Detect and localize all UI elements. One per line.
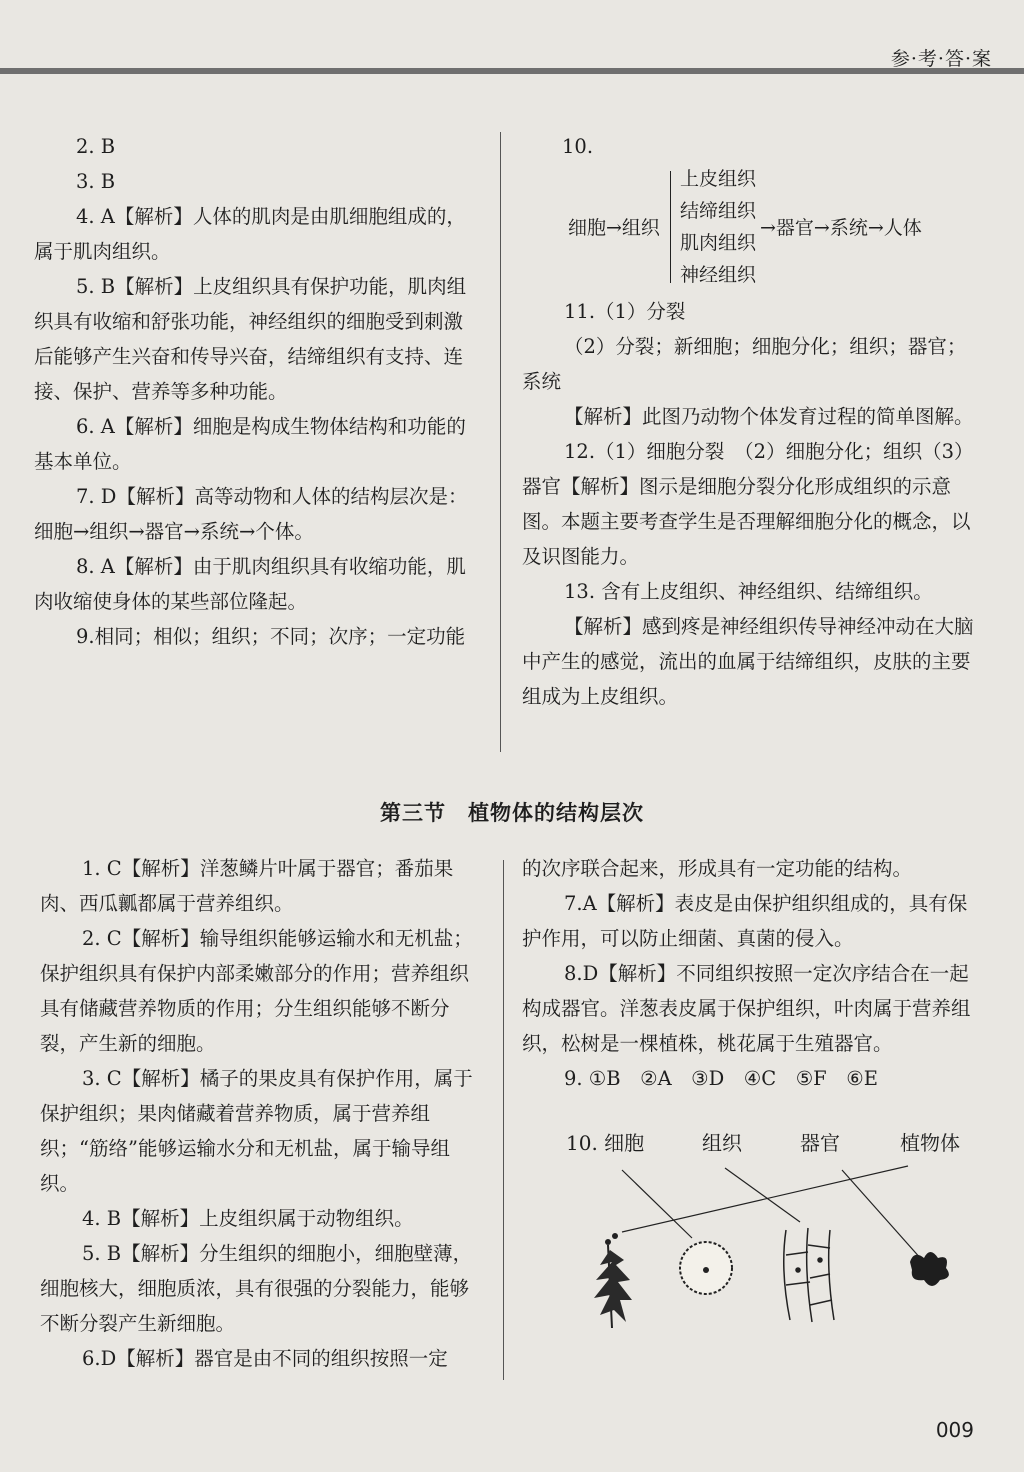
section-title: 第三节 植物体的结构层次 [380,801,644,825]
top-right-column [522,294,974,714]
matching-lines [622,1166,922,1260]
answer-5: 5. B【解析】上皮组织具有保护功能，肌肉组织具有收缩和舒张功能，神经组织的细胞受到刺激后能够产生兴奋和传导兴奋，结缔组织有支持、连接、保护、营养等多种功能。 [34,275,467,403]
answer-4: 4. B【解析】上皮组织属于动物组织。 [82,1207,414,1230]
flower-illustration [910,1252,949,1286]
answer-7: 7.A【解析】表皮是由保护组织组成的，具有保护作用，可以防止细菌、真菌的侵入。 [522,892,968,950]
answer-4: 4. A【解析】人体的肌肉是由肌细胞组成的，属于肌肉组织。 [34,205,466,263]
answer-1: 1. C【解析】洋葱鳞片叶属于器官；番茄果肉、西瓜瓤都属于营养组织。 [40,857,454,915]
label-plant-body: 植物体 [900,1131,960,1155]
page-number: 009 [935,1418,974,1442]
answer-13-analysis: 【解析】感到疼是神经组织传导神经冲动在大脑中产生的感觉，流出的血属于结缔组织，皮肤的主要组成为上皮组织。 [522,615,974,708]
label-organ: 器官 [800,1131,840,1155]
answer-11: 11.（1）分裂 [564,300,686,323]
diagram-item: 结缔组织 [680,200,757,222]
answer-8: 8. A【解析】由于肌肉组织具有收缩功能，肌肉收缩使身体的某些部位隆起。 [34,555,466,613]
answer-5: 5. B【解析】分生组织的细胞小，细胞壁薄，细胞核大，细胞质浓，具有很强的分裂能力，能够不断分裂产生新细胞。 [40,1242,473,1335]
answer-3: 3. C【解析】橘子的果皮具有保护作用，属于保护组织；果肉储藏着营养物质，属于营养组织；“筋络”能够运输水分和无机盐，属于输导组织。 [40,1067,473,1195]
diagram-brace [670,171,679,283]
label-cell: 10. 细胞 [566,1131,645,1155]
answer-2: 2. B [76,135,116,158]
answer-6-continued: 的次序联合起来，形成具有一定功能的结构。 [522,857,913,880]
answer-7: 7. D【解析】高等动物和人体的结构层次是：细胞→组织→器官→系统→个体。 [34,485,468,543]
plant-body-illustration [594,1233,632,1328]
answer-6: 6.D【解析】器官是由不同的组织按照一定 [82,1347,448,1370]
diagram-item: 上皮组织 [680,168,757,190]
diagram-tissue-list [680,163,756,291]
top-column-divider [500,132,501,752]
label-tissue: 组织 [702,1131,742,1155]
q10-label: 10. [562,135,594,158]
top-left-column [34,129,480,654]
answer-3: 3. B [76,170,116,193]
cell-illustration [680,1242,732,1294]
bottom-left-column [40,851,484,1376]
answer-13: 13. 含有上皮组织、神经组织、结缔组织。 [564,580,933,603]
diagram-item: 肌肉组织 [680,232,757,254]
answer-9: 9.相同；相似；组织；不同；次序；一定功能 [76,625,466,648]
diagram-item: 神经组织 [680,264,757,286]
bottom-right-column [522,851,974,1096]
tissue-hierarchy-diagram [568,163,1008,291]
header-label: 参·考·答·案 [890,48,992,70]
diagram-right-text: →器官→系统→人体 [760,217,922,239]
answer-2: 2. C【解析】输导组织能够运输水和无机盐；保护组织具有保护内部柔嫩部分的作用；营养组织具有储藏营养物质的作用；分生组织能够不断分裂，产生新的细胞。 [40,927,473,1055]
q10-matching-drawing [560,1150,1000,1350]
answer-12: 12.（1）细胞分裂 （2）细胞分化；组织（3）器官【解析】图示是细胞分裂分化形成组织的示意图。本题主要考查学生是否理解细胞分化的概念，以及识图能力。 [522,440,974,568]
diagram-left-text: 细胞→组织 [568,217,660,239]
answer-8: 8.D【解析】不同组织按照一定次序结合在一起构成器官。洋葱表皮属于保护组织，叶肉属于营养组织，松树是一棵植株，桃花属于生殖器官。 [522,962,971,1055]
header-rule [0,68,1024,74]
answer-11-part2: （2）分裂；新细胞；细胞分化；组织；器官；系统 [522,335,967,393]
answer-6: 6. A【解析】细胞是构成生物体结构和功能的基本单位。 [34,415,466,473]
answer-11-analysis: 【解析】此图乃动物个体发育过程的简单图解。 [564,405,974,428]
tissue-illustration [784,1228,834,1322]
answer-9: 9. ①B ②A ③D ④C ⑤F ⑥E [564,1067,878,1090]
bottom-column-divider [503,860,504,1380]
